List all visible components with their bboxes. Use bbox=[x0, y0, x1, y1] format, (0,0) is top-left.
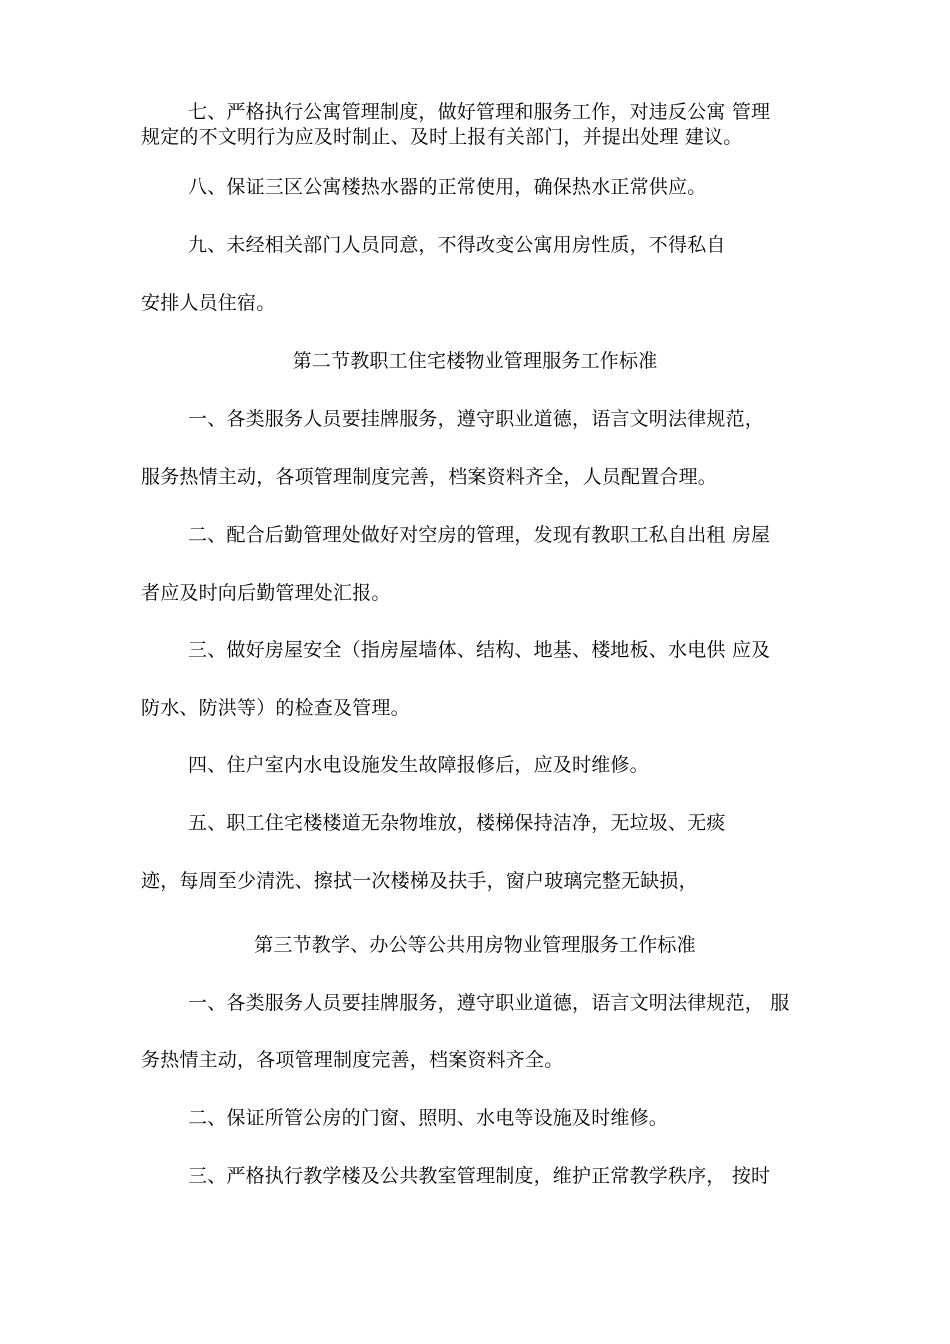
paragraph-9-line-1: 九、未经相关部门人员同意，不得改变公寓用房性质，不得私自 bbox=[188, 234, 726, 256]
section-3-item-3-line-1: 三、严格执行教学楼及公共教室管理制度，维护正常教学秩序， 按时 bbox=[188, 1165, 771, 1187]
section-3-heading: 第三节教学、办公等公共用房物业管理服务工作标准 bbox=[254, 934, 696, 956]
paragraph-7-line-1: 七、严格执行公寓管理制度，做好管理和服务工作，对违反公寓 管理 bbox=[188, 101, 771, 123]
section-3-item-1-line-2: 务热情主动，各项管理制度完善，档案资料齐全。 bbox=[141, 1049, 564, 1071]
section-2-item-4: 四、住户室内水电设施发生故障报修后，应及时维修。 bbox=[188, 754, 649, 776]
section-2-item-5-line-1: 五、职工住宅楼楼道无杂物堆放，楼梯保持洁净，无垃圾、无痰 bbox=[188, 812, 726, 834]
section-2-item-1-line-2: 服务热情主动，各项管理制度完善，档案资料齐全，人员配置合理。 bbox=[141, 466, 718, 488]
section-2-heading: 第二节教职工住宅楼物业管理服务工作标准 bbox=[292, 350, 658, 372]
paragraph-9-line-2: 安排人员住宿。 bbox=[141, 292, 276, 314]
paragraph-7-line-2: 规定的不文明行为应及时制止、及时上报有关部门，并提出处理 建议。 bbox=[141, 126, 743, 148]
section-2-item-2-line-1: 二、配合后勤管理处做好对空房的管理，发现有教职工私自出租 房屋 bbox=[188, 524, 771, 546]
section-2-item-3-line-1: 三、做好房屋安全（指房屋墙体、结构、地基、楼地板、水电供 应及 bbox=[188, 639, 771, 661]
paragraph-8: 八、保证三区公寓楼热水器的正常使用，确保热水正常供应。 bbox=[188, 176, 707, 198]
section-2-item-2-line-2: 者应及时向后勤管理处汇报。 bbox=[141, 582, 391, 604]
section-3-item-2: 二、保证所管公房的门窗、照明、水电等设施及时维修。 bbox=[188, 1107, 669, 1129]
section-3-item-1-line-1: 一、各类服务人员要挂牌服务，遵守职业道德，语言文明法律规范， 服 bbox=[188, 992, 790, 1014]
section-2-item-5-line-2: 迹，每周至少清洗、擦拭一次楼梯及扶手，窗户玻璃完整无缺损， bbox=[141, 870, 698, 892]
section-2-item-3-line-2: 防水、防洪等）的检查及管理。 bbox=[141, 697, 410, 719]
section-2-item-1-line-1: 一、各类服务人员要挂牌服务，遵守职业道德，语言文明法律规范， bbox=[188, 408, 765, 430]
